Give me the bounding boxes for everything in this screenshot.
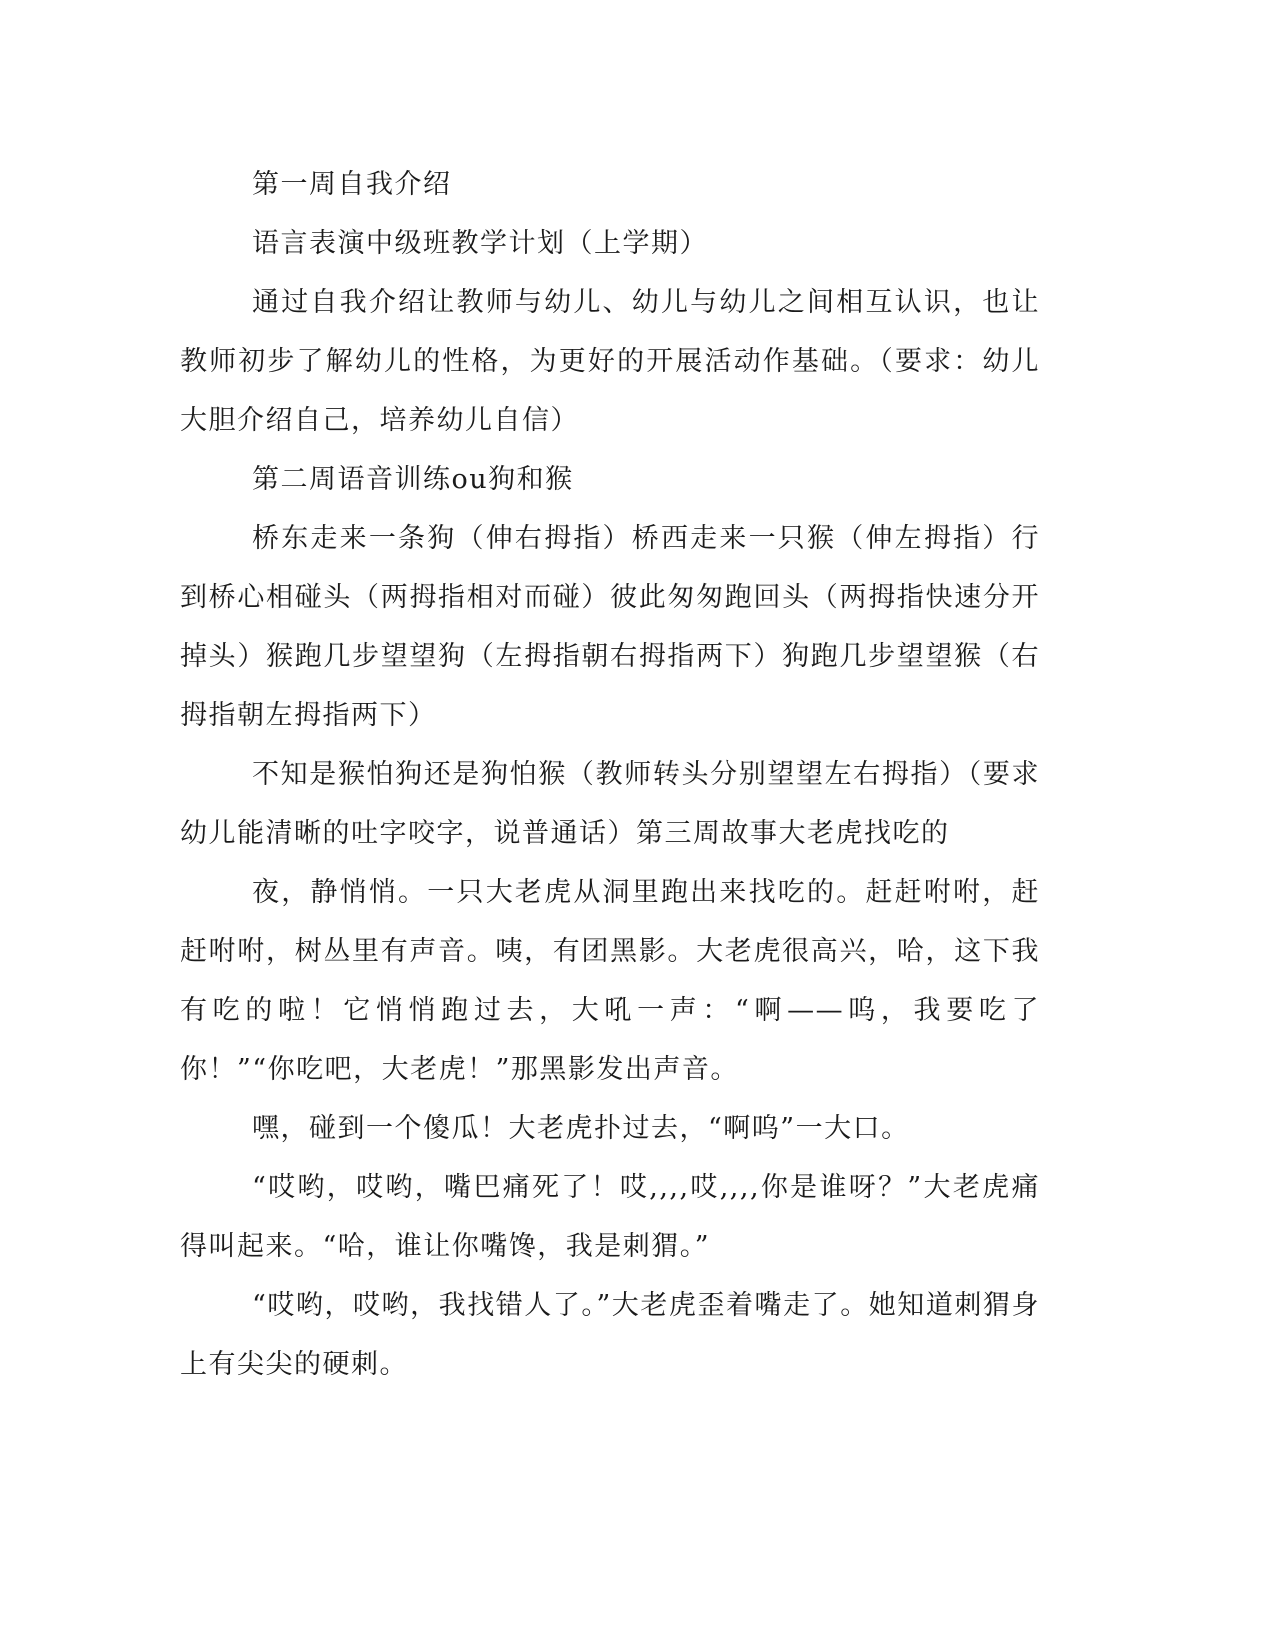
paragraph-story-2: 嘿，碰到一个傻瓜！大老虎扑过去，“啊呜”一大口。: [252, 1113, 910, 1144]
paragraph-story-4: “哎哟，哎哟，我找错人了。”大老虎歪着嘴走了。她知道刺猬身上有尖尖的硬刺。: [180, 1290, 1040, 1380]
document-page: [180, 155, 1040, 1394]
paragraph-story-1: 夜，静悄悄。一只大老虎从洞里跑出来找吃的。赶赶咐咐，赶赶咐咐，树丛里有声音。咦，有团黑影。大老虎很高兴，哈，这下我有吃的啦！它悄悄跑过去，大吼一声：“啊——呜，我要吃了你！”“你吃吧，大老虎！”那黑影发出声音。: [180, 877, 1040, 1085]
paragraph-plan-title: 语言表演中级班教学计划（上学期）: [252, 228, 708, 259]
paragraph-week2-rhyme: 桥东走来一条狗（伸右拇指）桥西走来一只猴（伸左拇指）行到桥心相碰头（两拇指相对而碰）彼此匆匆跑回头（两拇指快速分开掉头）猴跑几步望望狗（左拇指朝右拇指两下）狗跑几步望望猴（右拇指朝左拇指两下）: [180, 523, 1040, 731]
paragraph-week2-title: 第二周语音训练ou狗和猴: [252, 464, 574, 495]
paragraph-week1-title: 第一周自我介绍: [252, 169, 452, 200]
paragraph-week1-body: 通过自我介绍让教师与幼儿、幼儿与幼儿之间相互认识，也让教师初步了解幼儿的性格，为更好的开展活动作基础。（要求：幼儿大胆介绍自己，培养幼儿自信）: [180, 287, 1040, 436]
paragraph-story-3: “哎哟，哎哟，嘴巴痛死了！哎,,,,哎,,,,你是谁呀？”大老虎痛得叫起来。“哈，谁让你嘴馋，我是刺猬。”: [180, 1172, 1040, 1262]
paragraph-week2-requirement: 不知是猴怕狗还是狗怕猴（教师转头分别望望左右拇指）（要求幼儿能清晰的吐字咬字，说普通话）第三周故事大老虎找吃的: [180, 759, 1040, 849]
